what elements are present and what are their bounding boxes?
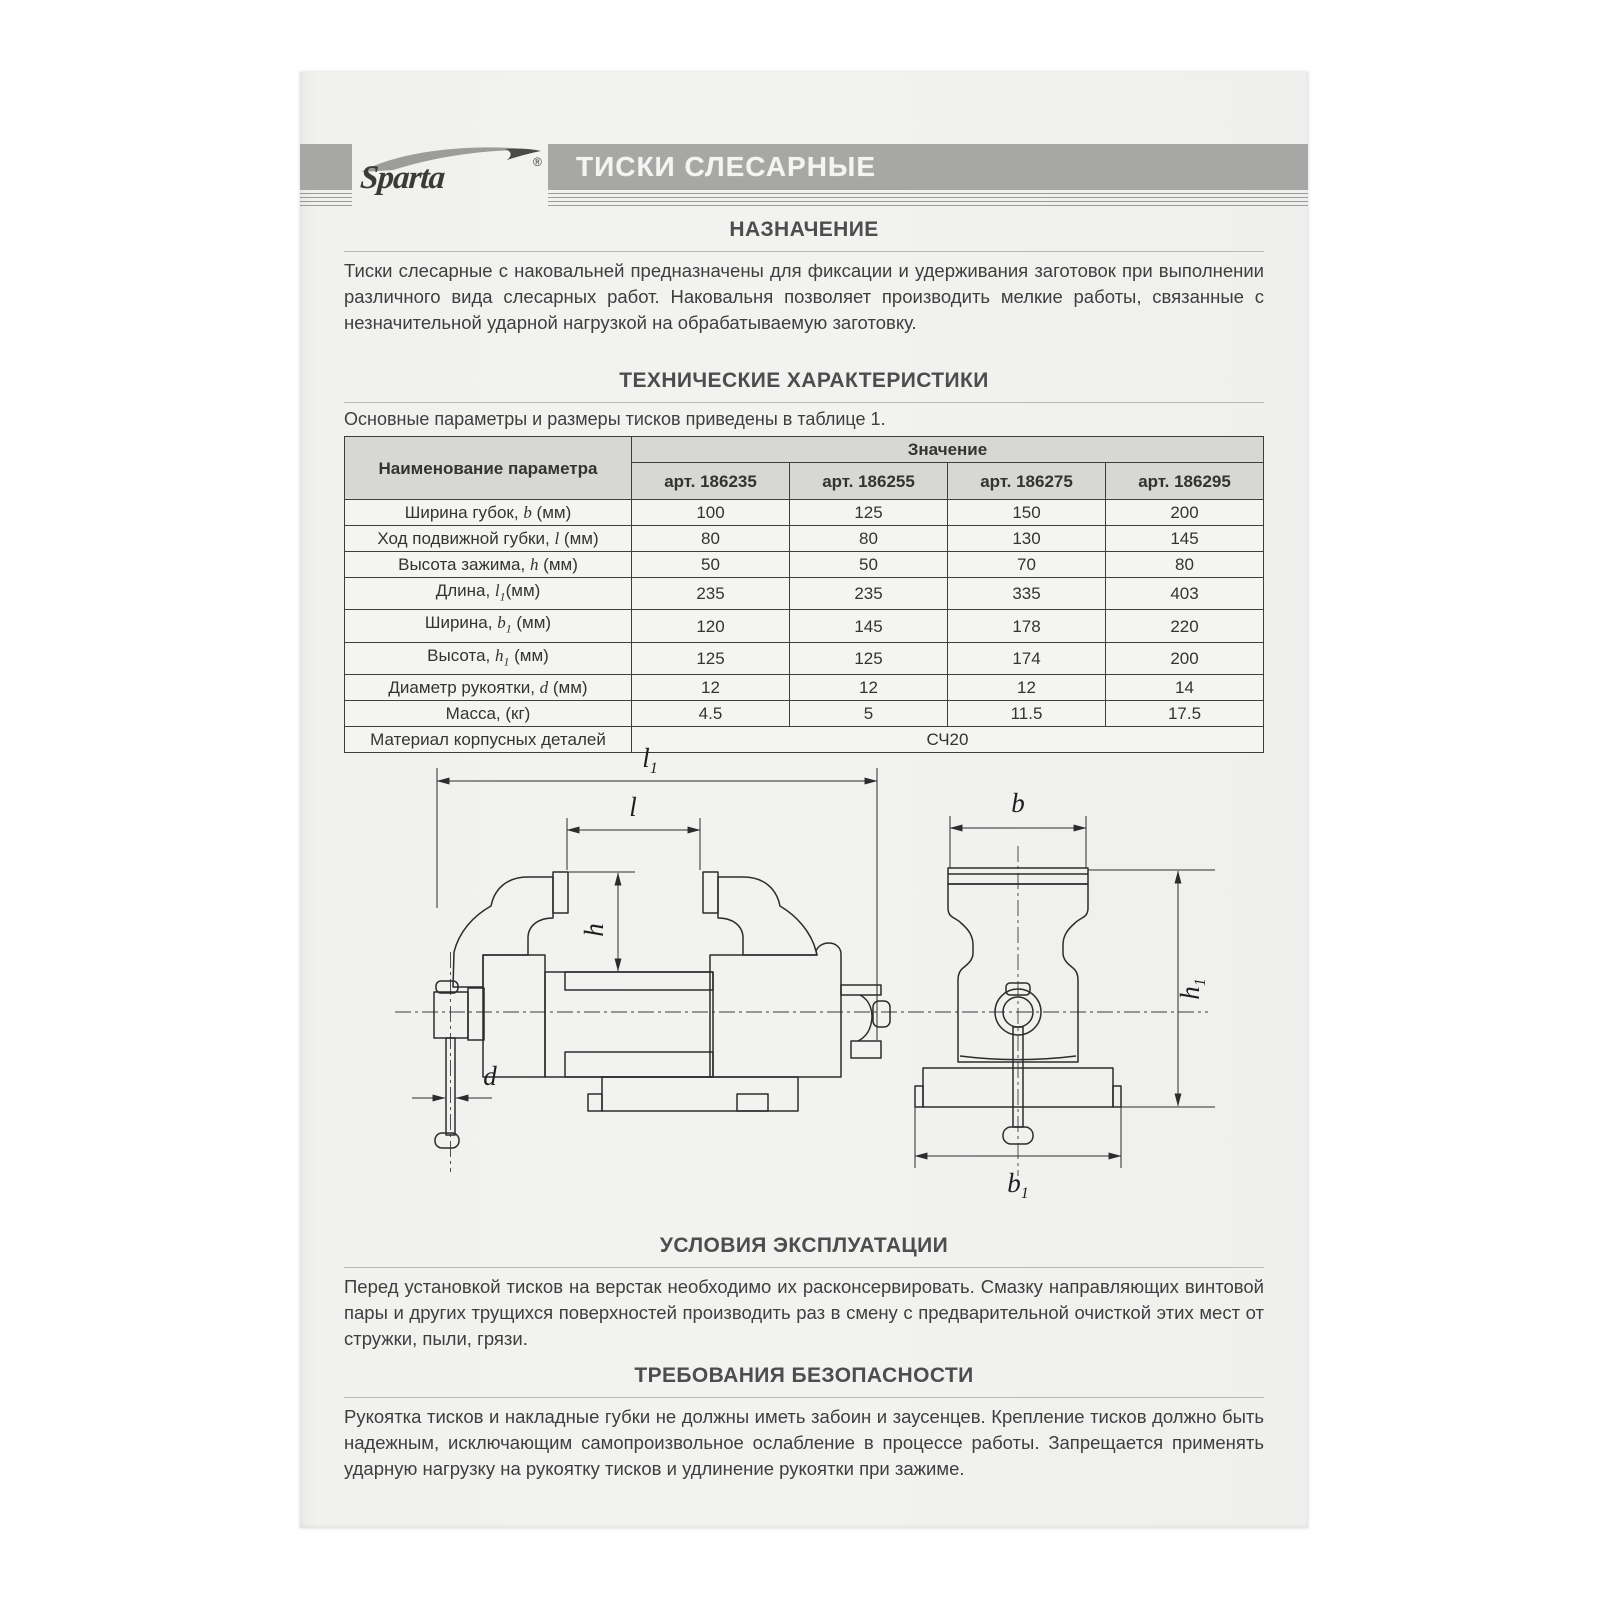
side-base-foot — [588, 1094, 602, 1111]
value-cell: 80 — [632, 526, 790, 552]
spec-table-body — [345, 500, 1264, 727]
operation-text: Перед установкой тисков на верстак необходимо их расконсервировать. Смазку направляющих винтовой пары и других трущихся поверхностей производить раз в смену с предварительной очисткой этих мест от стружки, пыли, грязи. — [344, 1276, 1264, 1349]
param-cell: Диаметр рукоятки, d (мм) — [345, 675, 632, 701]
param-cell: Материал корпусных деталей — [345, 727, 632, 753]
param-cell: Ширина, $b_1$ (мм) — [345, 610, 632, 642]
value-cell: 12 — [790, 675, 948, 701]
section-operation — [344, 1234, 1264, 1352]
param-cell: Высота, $h_1$ (мм) — [345, 642, 632, 674]
registered-mark: ® — [533, 155, 542, 169]
side-view — [434, 872, 890, 1148]
value-cell: 125 — [790, 642, 948, 674]
article-header-cell: арт. 186275 — [948, 463, 1106, 500]
value-cell: 174 — [948, 642, 1106, 674]
manual-page — [300, 72, 1308, 1528]
table-row — [345, 642, 1264, 674]
safety-text: Рукоятка тисков и накладные губки не должны иметь забоин и заусенцев. Крепление тисков должно быть надежным, исключающим самопроизвольное ослабление в процессе работы. Запрещается применять ударную нагрузку на рукоятку тисков и удлинение рукоятки при зажиме. — [344, 1406, 1264, 1479]
value-cell: 5 — [790, 701, 948, 727]
table-row — [345, 610, 1264, 642]
param-header-cell: Наименование параметра — [345, 437, 632, 500]
section-title-specs: ТЕХНИЧЕСКИЕ ХАРАКТЕРИСТИКИ — [619, 369, 989, 392]
section-title-purpose: НАЗНАЧЕНИЕ — [729, 218, 879, 241]
header-hairlines-right — [548, 193, 1308, 207]
movable-jaw-block — [483, 955, 545, 1077]
param-cell: Длина, $l_1(мм)$ — [345, 578, 632, 610]
value-cell: 11.5 — [948, 701, 1106, 727]
screw-end-knob — [873, 1001, 890, 1027]
table-row — [345, 552, 1264, 578]
value-cell: 70 — [948, 552, 1106, 578]
value-cell: 178 — [948, 610, 1106, 642]
value-cell: 125 — [790, 500, 948, 526]
table-row — [345, 701, 1264, 727]
table-row — [345, 526, 1264, 552]
value-cell: 4.5 — [632, 701, 790, 727]
value-cell: 145 — [1106, 526, 1264, 552]
value-cell: 235 — [632, 578, 790, 610]
front-base-foot-right — [1113, 1086, 1121, 1107]
value-cell: 130 — [948, 526, 1106, 552]
fixed-jaw-insert — [703, 872, 718, 913]
value-cell: 12 — [632, 675, 790, 701]
value-cell: 150 — [948, 500, 1106, 526]
value-cell: 100 — [632, 500, 790, 526]
value-cell: 220 — [1106, 610, 1264, 642]
header-banner — [548, 144, 1308, 190]
header-hairlines-left — [300, 193, 352, 207]
dim-label-d: d — [483, 1061, 497, 1091]
dim-label-l: l — [629, 792, 637, 822]
value-header-cell: Значение — [632, 437, 1264, 463]
technical-drawing — [300, 740, 1308, 1220]
value-cell: 145 — [790, 610, 948, 642]
value-cell: 14 — [1106, 675, 1264, 701]
param-cell: Ширина губок, b (мм) — [345, 500, 632, 526]
rear-bracket — [851, 1041, 881, 1058]
section-safety — [344, 1364, 1264, 1482]
specs-intro: Основные параметры и размеры тисков приведены в таблице 1. — [344, 409, 886, 429]
top-content — [344, 218, 1264, 753]
rule — [344, 1397, 1264, 1398]
slide-top-rail — [565, 972, 713, 990]
banner-title: ТИСКИ СЛЕСАРНЫЕ — [576, 151, 877, 182]
rule — [344, 402, 1264, 403]
dim-label-b: b — [1011, 788, 1025, 818]
value-cell: 200 — [1106, 500, 1264, 526]
purpose-text: Тиски слесарные с наковальней предназначены для фиксации и удерживания заготовок при выполнении различного вида слесарных работ. Наковальня позволяет производить мелкие работы, связанные с незначительной ударной нагрузкой на обрабатываемую заготовку. — [344, 260, 1264, 333]
section-title-operation: УСЛОВИЯ ЭКСПЛУАТАЦИИ — [659, 1234, 949, 1257]
front-base-foot-left — [915, 1086, 923, 1107]
header-left-block — [300, 144, 352, 190]
rule — [344, 1267, 1264, 1268]
rule — [344, 251, 1264, 252]
value-cell: 403 — [1106, 578, 1264, 610]
value-cell: 80 — [1106, 552, 1264, 578]
table-row — [345, 675, 1264, 701]
sparta-logo — [355, 140, 555, 200]
table-row — [345, 578, 1264, 610]
value-cell: 125 — [632, 642, 790, 674]
value-cell: 80 — [790, 526, 948, 552]
brand-name: Sparta — [359, 160, 446, 196]
fixed-jaw-hump — [718, 877, 817, 955]
side-base-notch — [737, 1094, 768, 1111]
value-cell: 12 — [948, 675, 1106, 701]
dimensions — [412, 743, 1215, 1202]
dim-label-h: h — [579, 923, 609, 937]
spec-table — [344, 436, 1264, 753]
screw-hub — [434, 992, 468, 1038]
value-cell: 50 — [632, 552, 790, 578]
param-cell: Ход подвижной губки, l (мм) — [345, 526, 632, 552]
screw-collar — [468, 988, 484, 1040]
param-cell: Высота зажима, h (мм) — [345, 552, 632, 578]
slide-bottom-rail — [565, 1052, 713, 1077]
material-value-cell: СЧ20 — [632, 727, 1264, 753]
value-cell: 335 — [948, 578, 1106, 610]
rear-curve — [858, 995, 872, 1041]
slide-body — [545, 972, 713, 1077]
rear-plate — [841, 985, 881, 995]
article-header-cell: арт. 186255 — [790, 463, 948, 500]
dim-label-l1: $l_1$ — [642, 743, 658, 777]
article-header-cell: арт. 186235 — [632, 463, 790, 500]
section-title-safety: ТРЕБОВАНИЯ БЕЗОПАСНОСТИ — [634, 1364, 974, 1387]
movable-jaw-hump — [453, 877, 553, 987]
movable-jaw-insert — [553, 872, 568, 913]
value-cell: 235 — [790, 578, 948, 610]
dim-label-h1: $h_1$ — [1175, 978, 1209, 1000]
param-cell: Масса, (кг) — [345, 701, 632, 727]
table-row — [345, 500, 1264, 526]
dim-label-b1: $b_1$ — [1007, 1168, 1029, 1202]
value-cell: 200 — [1106, 642, 1264, 674]
value-cell: 17.5 — [1106, 701, 1264, 727]
article-header-cell: арт. 186295 — [1106, 463, 1264, 500]
fixed-body-anvil — [710, 943, 841, 1077]
value-cell: 120 — [632, 610, 790, 642]
value-cell: 50 — [790, 552, 948, 578]
